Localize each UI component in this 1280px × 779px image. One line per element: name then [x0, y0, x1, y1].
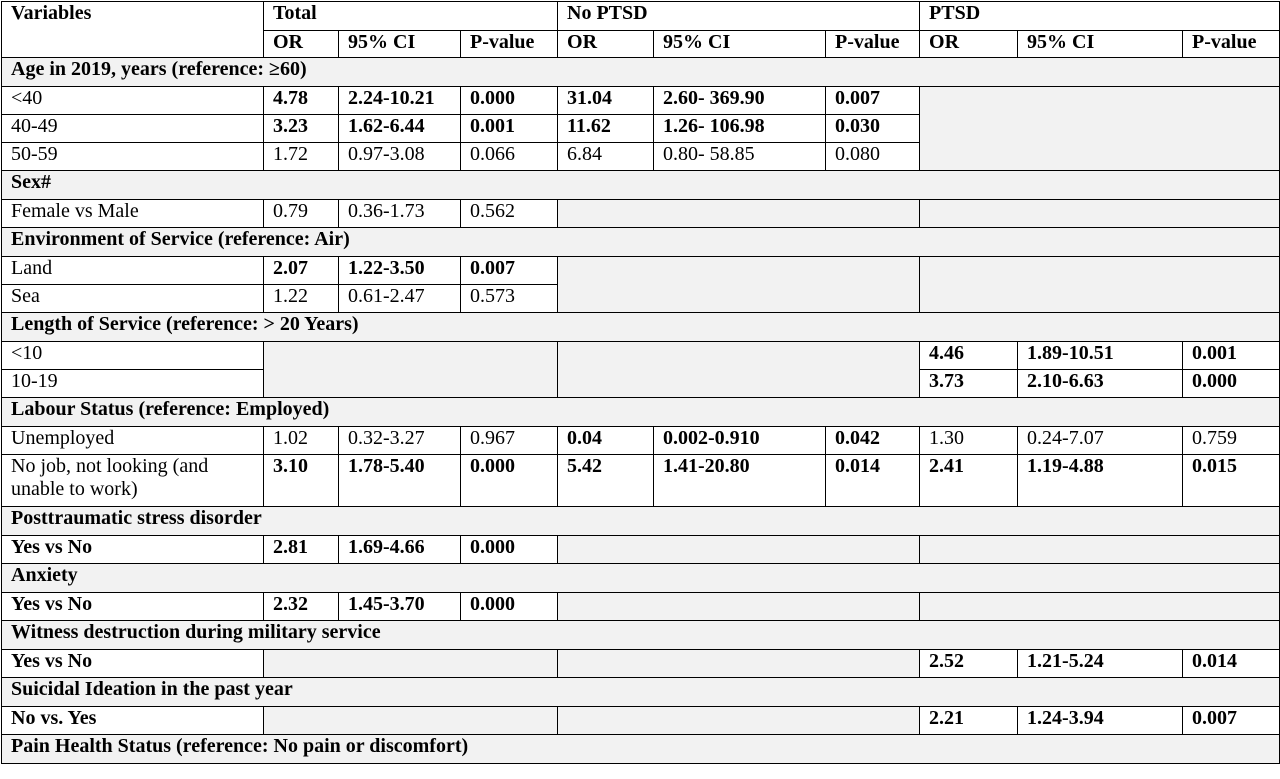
noptsd-or: 11.62	[558, 115, 654, 143]
table-row	[2, 707, 1280, 735]
section-title-witness: Witness destruction during military service	[2, 621, 1280, 650]
header-variables: Variables	[2, 2, 264, 58]
total-or: 2.07	[264, 257, 339, 285]
total-or: 2.81	[264, 536, 339, 564]
table-row	[2, 87, 1280, 115]
total-ci: 0.97-3.08	[339, 143, 461, 171]
ptsd-p: 0.007	[1183, 707, 1280, 735]
header-total-or: OR	[264, 31, 339, 58]
ptsd-ci: 1.89-10.51	[1018, 342, 1183, 370]
ptsd-ci: 2.10-6.63	[1018, 370, 1183, 398]
empty-cell-ptsd	[920, 257, 1280, 313]
total-ci: 1.22-3.50	[339, 257, 461, 285]
row-label: 10-19	[2, 370, 264, 398]
row-label: 50-59	[2, 143, 264, 171]
section-title-sex: Sex#	[2, 171, 1280, 200]
total-ci: 0.36-1.73	[339, 200, 461, 228]
section-row-suicidal	[2, 678, 1280, 707]
total-p: 0.000	[461, 87, 558, 115]
total-p: 0.001	[461, 115, 558, 143]
total-p: 0.967	[461, 427, 558, 455]
row-label: Yes vs No	[2, 593, 264, 621]
total-p: 0.000	[461, 593, 558, 621]
ptsd-or: 2.52	[920, 650, 1018, 678]
ptsd-or: 1.30	[920, 427, 1018, 455]
section-row-sex	[2, 171, 1280, 200]
total-or: 1.72	[264, 143, 339, 171]
noptsd-ci: 0.002-0.910	[654, 427, 826, 455]
table-row	[2, 427, 1280, 455]
section-row-length	[2, 313, 1280, 342]
total-ci: 2.24-10.21	[339, 87, 461, 115]
row-label: Sea	[2, 285, 264, 313]
row-label: Land	[2, 257, 264, 285]
noptsd-or: 0.04	[558, 427, 654, 455]
noptsd-p: 0.042	[826, 427, 920, 455]
total-or: 2.32	[264, 593, 339, 621]
results-table	[1, 1, 1280, 764]
table-row	[2, 593, 1280, 621]
header-total-p: P-value	[461, 31, 558, 58]
empty-cell-noptsd	[558, 257, 920, 313]
noptsd-p: 0.007	[826, 87, 920, 115]
row-label: Yes vs No	[2, 650, 264, 678]
noptsd-p: 0.080	[826, 143, 920, 171]
noptsd-ci: 2.60- 369.90	[654, 87, 826, 115]
section-title-environment: Environment of Service (reference: Air)	[2, 228, 1280, 257]
empty-cell-total	[264, 650, 558, 678]
table-row	[2, 200, 1280, 228]
header-ptsd-ci: 95% CI	[1018, 31, 1183, 58]
total-or: 4.78	[264, 87, 339, 115]
total-p: 0.007	[461, 257, 558, 285]
ptsd-ci: 0.24-7.07	[1018, 427, 1183, 455]
header-ptsd: PTSD	[920, 2, 1280, 31]
total-ci: 1.45-3.70	[339, 593, 461, 621]
total-or: 0.79	[264, 200, 339, 228]
section-row-age	[2, 58, 1280, 87]
total-ci: 0.32-3.27	[339, 427, 461, 455]
ptsd-ci: 1.19-4.88	[1018, 455, 1183, 507]
header-total: Total	[264, 2, 558, 31]
header-row-groups	[2, 2, 1280, 31]
total-or: 3.10	[264, 455, 339, 507]
section-row-environment	[2, 228, 1280, 257]
header-noptsd-p: P-value	[826, 31, 920, 58]
empty-cell-ptsd	[920, 87, 1280, 171]
header-ptsd-or: OR	[920, 31, 1018, 58]
header-noptsd-or: OR	[558, 31, 654, 58]
row-label: Female vs Male	[2, 200, 264, 228]
section-title-labour: Labour Status (reference: Employed)	[2, 398, 1280, 427]
total-p: 0.573	[461, 285, 558, 313]
section-title-ptsd: Posttraumatic stress disorder	[2, 507, 1280, 536]
noptsd-or: 31.04	[558, 87, 654, 115]
section-row-pain	[2, 735, 1280, 764]
empty-cell-ptsd	[920, 593, 1280, 621]
total-p: 0.562	[461, 200, 558, 228]
header-no-ptsd: No PTSD	[558, 2, 920, 31]
row-label: Unemployed	[2, 427, 264, 455]
empty-cell-total	[264, 707, 558, 735]
total-p: 0.000	[461, 536, 558, 564]
row-label: Yes vs No	[2, 536, 264, 564]
ptsd-p: 0.015	[1183, 455, 1280, 507]
total-or: 3.23	[264, 115, 339, 143]
noptsd-or: 6.84	[558, 143, 654, 171]
total-p: 0.066	[461, 143, 558, 171]
noptsd-ci: 1.41-20.80	[654, 455, 826, 507]
ptsd-ci: 1.21-5.24	[1018, 650, 1183, 678]
table-row	[2, 257, 1280, 285]
empty-cell-noptsd	[558, 593, 920, 621]
ptsd-p: 0.759	[1183, 427, 1280, 455]
row-label: No job, not looking (and unable to work)	[2, 455, 264, 507]
table-row	[2, 650, 1280, 678]
empty-cell-noptsd	[558, 342, 920, 398]
empty-cell-ptsd	[920, 536, 1280, 564]
empty-cell-ptsd	[920, 200, 1280, 228]
total-or: 1.02	[264, 427, 339, 455]
noptsd-p: 0.014	[826, 455, 920, 507]
total-ci: 0.61-2.47	[339, 285, 461, 313]
ptsd-p: 0.000	[1183, 370, 1280, 398]
ptsd-or: 2.21	[920, 707, 1018, 735]
row-label: <10	[2, 342, 264, 370]
section-row-labour	[2, 398, 1280, 427]
header-total-ci: 95% CI	[339, 31, 461, 58]
section-title-anxiety: Anxiety	[2, 564, 1280, 593]
table-row	[2, 455, 1280, 507]
ptsd-or: 4.46	[920, 342, 1018, 370]
ptsd-or: 3.73	[920, 370, 1018, 398]
table-row	[2, 342, 1280, 370]
table-row	[2, 536, 1280, 564]
total-ci: 1.69-4.66	[339, 536, 461, 564]
section-title-age: Age in 2019, years (reference: ≥60)	[2, 58, 1280, 87]
section-title-length: Length of Service (reference: > 20 Years)	[2, 313, 1280, 342]
row-label: <40	[2, 87, 264, 115]
empty-cell-noptsd	[558, 707, 920, 735]
empty-cell-noptsd	[558, 200, 920, 228]
section-row-anxiety	[2, 564, 1280, 593]
row-label: No vs. Yes	[2, 707, 264, 735]
noptsd-or: 5.42	[558, 455, 654, 507]
section-row-ptsd	[2, 507, 1280, 536]
total-or: 1.22	[264, 285, 339, 313]
noptsd-ci: 1.26- 106.98	[654, 115, 826, 143]
section-title-pain: Pain Health Status (reference: No pain or discomfort)	[2, 735, 1280, 764]
noptsd-p: 0.030	[826, 115, 920, 143]
ptsd-p: 0.014	[1183, 650, 1280, 678]
total-ci: 1.78-5.40	[339, 455, 461, 507]
noptsd-ci: 0.80- 58.85	[654, 143, 826, 171]
empty-cell-noptsd	[558, 650, 920, 678]
section-row-witness	[2, 621, 1280, 650]
row-label: 40-49	[2, 115, 264, 143]
ptsd-ci: 1.24-3.94	[1018, 707, 1183, 735]
section-title-suicidal: Suicidal Ideation in the past year	[2, 678, 1280, 707]
empty-cell-total	[264, 342, 558, 398]
header-noptsd-ci: 95% CI	[654, 31, 826, 58]
total-p: 0.000	[461, 455, 558, 507]
ptsd-p: 0.001	[1183, 342, 1280, 370]
total-ci: 1.62-6.44	[339, 115, 461, 143]
ptsd-or: 2.41	[920, 455, 1018, 507]
header-ptsd-p: P-value	[1183, 31, 1280, 58]
empty-cell-noptsd	[558, 536, 920, 564]
